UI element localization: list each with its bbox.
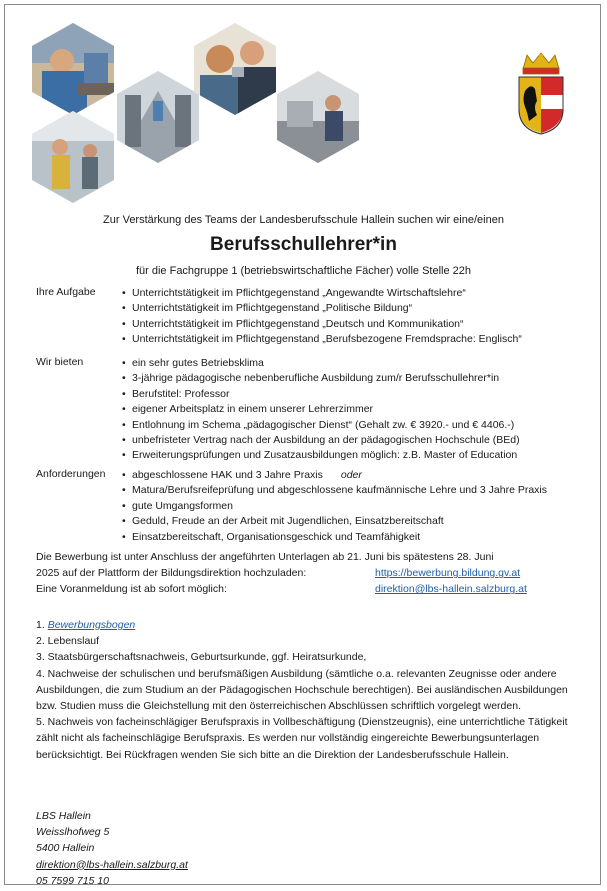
application-line-text: 2025 auf der Plattform der Bildungsdirektion hochzuladen:: [36, 567, 307, 580]
application-line: Die Bewerbung ist unter Anschluss der angeführten Unterlagen ab 21. Juni bis spätestens 28. Juni: [36, 551, 494, 563]
list-item: • Erweiterungsprüfungen und Zusatzausbildungen möglich: z.B. Master of Education: [122, 448, 592, 463]
bewerbungsbogen-link[interactable]: Bewerbungsbogen: [47, 619, 136, 631]
list-item: [36, 617, 576, 633]
list-item: 2. Lebenslauf: [36, 635, 100, 648]
application-info: [36, 549, 576, 598]
application-line: [36, 565, 576, 581]
intro-text: Zur Verstärkung des Teams der Landesberufsschule Hallein suchen wir eine/einen: [103, 214, 504, 226]
salzburg-coat-of-arms: [517, 51, 565, 140]
aufgaben-list: [122, 286, 592, 348]
list-item: • ein sehr gutes Betriebsklima: [122, 356, 592, 371]
section-label: Wir bieten: [36, 356, 84, 368]
list-item: • Berufstitel: Professor: [122, 387, 592, 402]
list-item: • Unterrichtstätigkeit im Pflichtgegenstand „Deutsch und Kommunikation“: [122, 317, 592, 332]
phone: 05 7599 715 10: [36, 874, 109, 887]
workshop-photo-4: [277, 71, 359, 163]
application-line: [36, 581, 576, 597]
list-item: • Unterrichtstätigkeit im Pflichtgegenstand „Angewandte Wirtschaftslehre“: [122, 286, 592, 301]
bieten-list: [122, 356, 592, 464]
list-item: • eigener Arbeitsplatz in einem unserer Lehrerzimmer: [122, 402, 592, 417]
list-item: 5. Nachweis von facheinschlägiger Berufspraxis in Vollbeschäftigung (Dienstzeugnis), eine unterrichtliche Tätigkeit zählt nicht als facheinschlägige Berufspraxis. Es werden nur vollständig eingereichte Bewerbungsunterlagen berücksichtigt. Bei Rückfragen wenden Sie sich bitte an die Direktion der Landesberufsschule Hallein.: [36, 716, 568, 761]
anforderungen-list: [122, 468, 592, 545]
documents-list: [36, 617, 576, 763]
list-item: • unbefristeter Vertrag nach der Ausbildung an der pädagogischen Hochschule (BEd): [122, 433, 592, 448]
list-item: 4. Nachweise der schulischen und berufsmäßigen Ausbildung (sämtliche o.a. relevanten Zeugnisse oder andere Ausbildungen, die zum Studium an der Pädagogischen Hochschule berechtigen). Bei ausländischen Ausbildungen bzw. Studien muss die Gleichstellung mit den österreichischen Abschlüssen schriftlich vorgelegt werden.: [36, 667, 568, 713]
list-item: • gute Umgangsformen: [122, 499, 592, 514]
job-posting-page: [4, 4, 601, 885]
list-item: • Einsatzbereitschaft, Organisationsgeschick und Teamfähigkeit: [122, 530, 592, 545]
section-label: Ihre Aufgabe: [36, 286, 96, 298]
list-item-text: abgeschlossene HAK und 3 Jahre Praxis: [132, 469, 323, 481]
workshop-photo-5: [32, 111, 114, 203]
job-subtitle: für die Fachgruppe 1 (betriebswirtschaftliche Fächer) volle Stelle 22h: [135, 265, 472, 277]
workshop-photo-1: [32, 23, 114, 115]
list-item: • 3-jährige pädagogische nebenberufliche Ausbildung zum/r Berufsschullehrer*in: [122, 371, 592, 386]
list-item: • Unterrichtstätigkeit im Pflichtgegenstand „Politische Bildung“: [122, 301, 592, 316]
street: Weisslhofweg 5: [36, 826, 110, 839]
school-name: LBS Hallein: [36, 810, 91, 822]
list-item: 3. Staatsbürgerschaftsnachweis, Geburtsurkunde, ggf. Heiratsurkunde,: [36, 651, 367, 664]
section-label: Anforderungen: [36, 468, 106, 480]
workshop-photo-3: [194, 23, 276, 115]
oder-text: oder: [340, 469, 362, 481]
list-item: • Unterrichtstätigkeit im Pflichtgegenstand „Berufsbezogene Fremdsprache: Englisch“: [122, 332, 592, 347]
list-item: [122, 468, 592, 483]
list-item: • Entlohnung im Schema „pädagogischer Dienst“ (Gehalt zw. € 3920.- und € 4406.-): [122, 418, 592, 433]
platform-link[interactable]: https://bewerbung.bildung.gv.at: [375, 567, 521, 580]
city: 5400 Hallein: [36, 842, 95, 855]
list-item: • Matura/Berufsreifeprüfung und abgeschlossene kaufmännische Lehre und 3 Jahre Praxis: [122, 483, 592, 498]
contact-address: [36, 808, 188, 889]
list-item-number: 1.: [36, 619, 45, 631]
job-title: Berufsschullehrer*in: [210, 234, 397, 255]
workshop-photo-2: [117, 71, 199, 163]
application-line-text: Eine Voranmeldung ist ab sofort möglich:: [36, 583, 227, 596]
email-link[interactable]: direktion@lbs-hallein.salzburg.at: [375, 583, 527, 596]
list-item: • Geduld, Freude an der Arbeit mit Jugendlichen, Einsatzbereitschaft: [122, 514, 592, 529]
contact-email-link[interactable]: direktion@lbs-hallein.salzburg.at: [36, 858, 188, 871]
